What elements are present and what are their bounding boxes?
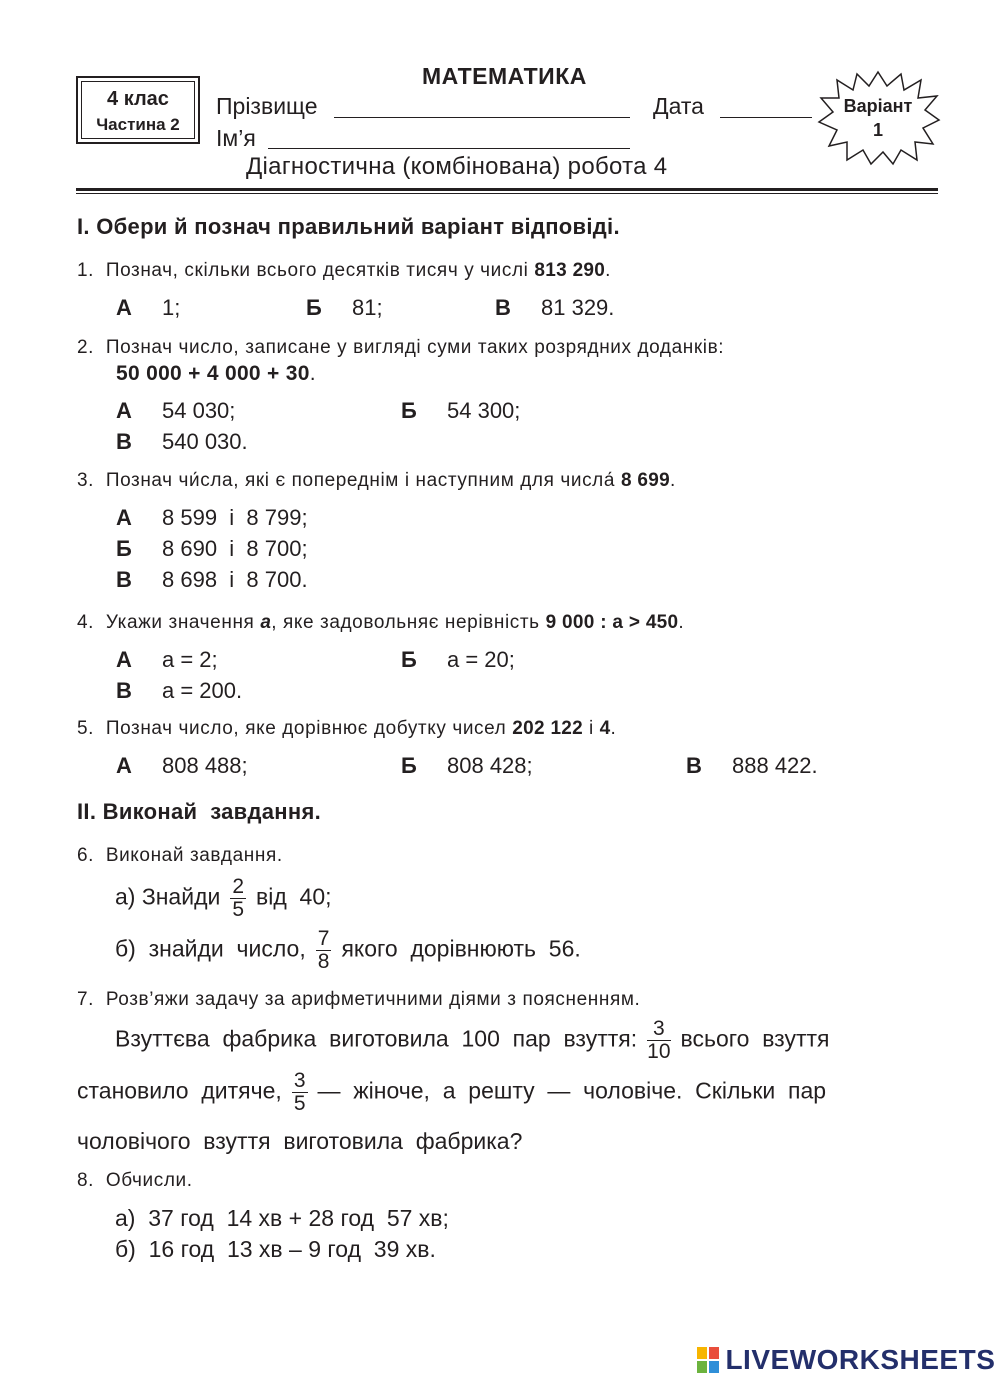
fraction-numerator: 7 [317,927,330,950]
option-letter: А [116,295,132,320]
option-letter: А [116,753,132,778]
option-value: 8 698 і 8 700. [162,567,308,592]
q1-option-c[interactable] [495,295,614,321]
question-bold-inequality: 9 000 : a > 450 [545,612,679,633]
grade-box-inner [81,81,195,139]
question-text: Познач чи́сла, які є попереднім і наступним для числа́ [105,470,616,491]
q2-option-b[interactable] [401,398,520,424]
q7-text: становило дитяче, [77,1077,282,1104]
q6b-text: б) знайди число, [115,935,306,962]
fraction-denominator: 5 [293,1092,306,1115]
name-input-line[interactable] [268,148,630,149]
grade-box [76,76,200,144]
question-text-2: , яке задовольняє нерівність [271,612,540,633]
question-number: 2. [77,337,95,358]
q4-option-a[interactable] [116,647,218,673]
option-letter: А [116,505,132,530]
question-number: 7. [77,989,95,1010]
question-variable: a [260,612,272,633]
fraction [647,1018,670,1063]
q7-text-end: всього взуття [680,1025,830,1052]
variant-number: 1 [872,120,884,140]
option-value: 8 599 і 8 799; [162,505,308,530]
q3-option-b[interactable] [116,536,308,562]
option-value: 81; [352,295,383,320]
question-4 [77,612,684,634]
q6-part-b [115,928,581,973]
q2-option-c[interactable] [116,429,248,455]
question-2 [77,337,724,359]
question-8 [77,1170,193,1192]
question-number: 6. [77,845,95,866]
date-label: Дата [653,93,704,119]
q2-option-a[interactable] [116,398,235,424]
option-value: 81 329. [541,295,615,320]
option-letter: Б [401,398,417,423]
option-value: 808 428; [447,753,533,778]
question-text: Обчисли. [105,1170,193,1191]
question-text: Виконай завдання. [105,845,283,866]
option-letter: В [686,753,702,778]
q3-option-a[interactable] [116,505,308,531]
grade-label: 4 клас [107,88,169,110]
option-letter: В [116,429,132,454]
question-text: Познач число, яке дорівнює добутку чисел [105,718,507,739]
surname-input-line[interactable] [334,117,630,118]
option-letter: В [495,295,511,320]
date-input-line[interactable] [720,117,812,118]
q5-option-a[interactable] [116,753,248,779]
surname-label: Прізвище [216,93,318,119]
question-bold-number: 813 290 [534,260,606,281]
question-end: . [605,260,612,281]
option-value: a = 200. [162,678,243,703]
fraction [230,876,246,921]
question-6 [77,845,283,867]
question-end: . [610,718,617,739]
q4-option-c[interactable] [116,678,242,704]
question-5 [77,718,616,740]
q5-option-c[interactable] [686,753,818,779]
question-end: . [678,612,685,633]
option-letter: В [116,567,132,592]
question-3 [77,470,676,492]
variant-label: Варіант [843,96,913,116]
option-letter: А [116,398,132,423]
option-letter: Б [116,536,132,561]
q4-option-b[interactable] [401,647,515,673]
option-letter: А [116,647,132,672]
q5-option-b[interactable] [401,753,533,779]
subject-title: МАТЕМАТИКА [422,63,587,89]
option-letter: В [116,678,132,703]
fraction-denominator: 5 [232,898,245,921]
work-subtitle: Діагностична (комбінована) робота 4 [246,153,668,180]
q1-option-b[interactable] [306,295,383,321]
q7-text: Взуттєва фабрика виготовила 100 пар взуття: [115,1025,638,1052]
fraction-numerator: 3 [293,1069,306,1092]
part-label: Частина 2 [96,115,180,134]
q1-option-a[interactable] [116,295,180,321]
question-2-expression [116,362,316,386]
q8-part-b: б) 16 год 13 хв – 9 год 39 хв. [115,1236,436,1262]
section-1-title: I. Обери й познач правильний варіант відповіді. [77,214,620,239]
fraction-numerator: 2 [232,875,245,898]
option-value: 808 488; [162,753,248,778]
header-divider-thin [76,193,938,194]
option-value: 888 422. [732,753,818,778]
q7-text-end: — жіноче, а решту — чоловіче. Скільки пар [317,1077,827,1104]
q7-paragraph-line-3: чоловічого взуття виготовила фабрика? [77,1128,523,1154]
question-number: 3. [77,470,95,491]
question-end: . [309,362,317,385]
q6a-text: а) Знайди [115,883,221,910]
option-value: a = 20; [447,647,515,672]
question-text: Розв’яжи задачу за арифметичними діями з поясненням. [105,989,641,1010]
question-1 [77,260,611,282]
fraction [292,1070,308,1115]
question-7 [77,989,640,1011]
variant-starburst-badge [815,70,941,166]
option-value: a = 2; [162,647,218,672]
fraction-denominator: 8 [317,950,330,973]
question-bold-expression: 50 000 + 4 000 + 30 [116,362,310,385]
question-number: 5. [77,718,95,739]
q3-option-c[interactable] [116,567,308,593]
question-end: . [669,470,676,491]
question-number: 1. [77,260,95,281]
fraction-numerator: 3 [647,1018,670,1041]
question-text: Познач, скільки всього десятків тисяч у числі [105,260,529,281]
question-bold-number-2: 4 [599,718,611,739]
question-text: Познач число, записане у вигляді суми таких розрядних доданків: [105,337,725,358]
question-bold-number-1: 202 122 [512,718,584,739]
header-divider-thick [76,188,938,191]
q8-part-a: а) 37 год 14 хв + 28 год 57 хв; [115,1205,449,1231]
brand-name: LIVEWORKSHEETS [725,1344,996,1375]
option-value: 8 690 і 8 700; [162,536,308,561]
brand-blocks-icon [697,1347,721,1373]
name-label: Ім’я [216,125,256,151]
q6b-text-end: якого дорівнюють 56. [341,935,581,962]
option-value: 540 030. [162,429,248,454]
option-letter: Б [306,295,322,320]
option-value: 1; [162,295,181,320]
fraction [316,928,332,973]
fraction-denominator: 10 [647,1040,671,1063]
option-value: 54 030; [162,398,236,423]
section-2-title: II. Виконай завдання. [77,799,322,824]
question-bold-number: 8 699 [620,470,670,491]
question-number: 4. [77,612,95,633]
question-text: Укажи значення [105,612,255,633]
q6a-text-end: від 40; [256,883,332,910]
q7-paragraph-line-1 [115,1018,938,1063]
option-letter: Б [401,647,417,672]
option-letter: Б [401,753,417,778]
liveworksheets-logo[interactable] [697,1344,995,1376]
question-number: 8. [77,1170,95,1191]
question-conjunction: і [588,718,594,739]
q7-paragraph-line-2 [77,1070,826,1115]
q6-part-a [115,876,332,921]
option-value: 54 300; [447,398,521,423]
